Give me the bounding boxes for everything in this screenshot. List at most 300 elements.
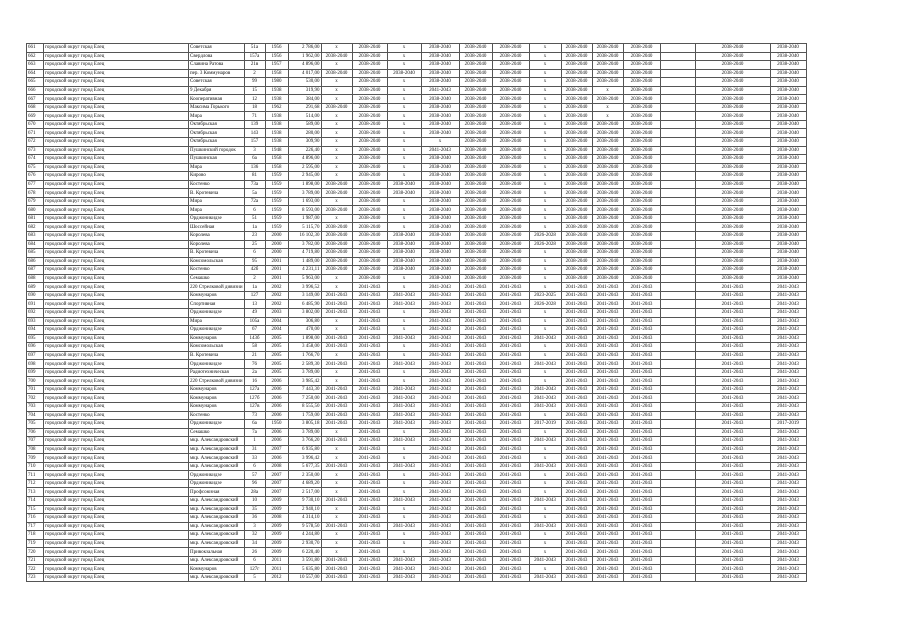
cell-period: 2041-2043 (592, 420, 623, 429)
cell-period: 2038-2040 (592, 61, 623, 70)
cell-number: 701 (27, 385, 44, 394)
cell-period: 2041-2043 (421, 437, 459, 446)
cell-period: 2038-2040 (592, 69, 623, 78)
table-row (27, 120, 838, 129)
cell-area: 3 149,00 (288, 291, 321, 300)
cell-period: 2038-2040 (352, 189, 387, 198)
cell-period: 2041-2043 (695, 385, 770, 394)
cell-period: 2038-2040 (352, 146, 387, 155)
table-row (27, 189, 838, 198)
cell-period: 2041-2043 (459, 496, 492, 505)
cell-period: 2017-2019 (529, 420, 561, 429)
cell-house: 96 (244, 479, 265, 488)
cell-period: x (529, 78, 561, 87)
cell-period: 2038-2040 (459, 232, 492, 241)
cell-house: 95 (244, 257, 265, 266)
cell-period (660, 522, 695, 531)
cell-period: 2041-2043 (459, 471, 492, 480)
table-row (27, 522, 838, 531)
cell-year: 2002 (265, 300, 288, 309)
cell-period: 2038-2040 (695, 189, 770, 198)
cell-period: 2041-2043 (770, 394, 806, 403)
cell-street: Королева (189, 240, 245, 249)
cell-period: 2041-2043 (561, 573, 592, 582)
cell-period: 2041-2043 (561, 428, 592, 437)
cell-period (660, 351, 695, 360)
cell-period: x (387, 120, 421, 129)
cell-year: 2008 (265, 514, 288, 523)
cell-number: 714 (27, 496, 44, 505)
cell-period: 2041-2043 (352, 385, 387, 394)
cell-period (660, 343, 695, 352)
cell-period: x (529, 565, 561, 574)
cell-period: 2041-2043 (623, 308, 660, 317)
cell-house: 2 (244, 274, 265, 283)
cell-period: x (529, 189, 561, 198)
cell-period: x (387, 52, 421, 61)
cell-period: 2038-2040 (592, 223, 623, 232)
cell-house: 143 (244, 129, 265, 138)
cell-year: 1938 (265, 120, 288, 129)
cell-period: 2041-2043 (421, 496, 459, 505)
cell-period: 2041-2043 (592, 283, 623, 292)
cell-period: 2041-2043 (421, 573, 459, 582)
cell-area: 5 115,70 (288, 223, 321, 232)
cell-number: 715 (27, 505, 44, 514)
cell-period (660, 308, 695, 317)
cell-period: x (529, 112, 561, 121)
cell-street: Мира (189, 163, 245, 172)
cell-period: 2041-2043 (770, 445, 806, 454)
cell-period: 2041-2043 (459, 462, 492, 471)
table-row (27, 240, 838, 249)
cell-house: 127а (244, 385, 265, 394)
cell-period: 2041-2043 (492, 326, 529, 335)
cell-period (660, 300, 695, 309)
cell-period: 2038-2040 (770, 129, 806, 138)
cell-number: 683 (27, 232, 44, 241)
cell-year: 2005 (265, 343, 288, 352)
cell-house: 35 (244, 505, 265, 514)
cell-period: 2041-2043 (352, 368, 387, 377)
cell-house: 5 (244, 573, 265, 582)
cell-street: Комсомольская (189, 343, 245, 352)
cell-period: 2038-2040 (492, 86, 529, 95)
cell-period: 2041-2043 (561, 479, 592, 488)
cell-house: 73 (244, 411, 265, 420)
cell-period: 2041-2043 (321, 437, 352, 446)
cell-period: 2041-2043 (321, 402, 352, 411)
cell-period: 2041-2043 (592, 573, 623, 582)
cell-street: Октябрьская (189, 129, 245, 138)
cell-period: 2038-2040 (321, 232, 352, 241)
table-row (27, 402, 838, 411)
cell-house: 42б (244, 266, 265, 275)
cell-locality: городской округ город Елец (44, 257, 189, 266)
cell-area: 6 485,90 (288, 300, 321, 309)
cell-period: 2041-2043 (695, 573, 770, 582)
cell-period: 2041-2043 (459, 565, 492, 574)
cell-period: 2041-2043 (770, 368, 806, 377)
cell-area: 1 898,00 (288, 334, 321, 343)
cell-period: 2041-2043 (492, 420, 529, 429)
cell-period: 2041-2043 (623, 531, 660, 540)
cell-area: 4 719,80 (288, 249, 321, 258)
cell-locality: городской округ город Елец (44, 377, 189, 386)
cell-period: 2041-2043 (387, 573, 421, 582)
cell-period: 2041-2043 (421, 428, 459, 437)
cell-period: 2041-2043 (623, 377, 660, 386)
cell-period: 2038-2040 (592, 129, 623, 138)
cell-period: 2041-2043 (459, 428, 492, 437)
cell-area: 8 555,50 (288, 402, 321, 411)
cell-period: 2041-2043 (421, 488, 459, 497)
cell-period: 2038-2040 (623, 257, 660, 266)
cell-number: 669 (27, 112, 44, 121)
cell-period: 2038-2040 (592, 146, 623, 155)
cell-period: x (529, 283, 561, 292)
table-row (27, 556, 838, 565)
cell-period: 2041-2043 (561, 411, 592, 420)
cell-period: x (321, 326, 352, 335)
cell-house: 21 (244, 351, 265, 360)
cell-period: x (529, 223, 561, 232)
cell-number: 673 (27, 146, 44, 155)
cell-period: 2026-2028 (529, 300, 561, 309)
table-row (27, 232, 838, 241)
cell-period: 2038-2040 (592, 44, 623, 53)
cell-period: 2038-2040 (421, 240, 459, 249)
cell-period: 2041-2043 (492, 385, 529, 394)
cell-period: 2041-2043 (623, 471, 660, 480)
cell-period: 2041-2043 (459, 531, 492, 540)
cell-period: 2038-2040 (561, 266, 592, 275)
cell-number: 686 (27, 257, 44, 266)
cell-period: 2041-2043 (352, 411, 387, 420)
cell-period: x (529, 129, 561, 138)
cell-locality: городской округ город Елец (44, 531, 189, 540)
cell-house: 127б (244, 394, 265, 403)
cell-period (660, 180, 695, 189)
cell-period: 2038-2040 (770, 249, 806, 258)
cell-period: 2041-2043 (770, 462, 806, 471)
cell-period: 2038-2040 (623, 86, 660, 95)
cell-period: 2041-2043 (623, 411, 660, 420)
cell-locality: городской округ город Елец (44, 197, 189, 206)
cell-period: 2038-2040 (492, 266, 529, 275)
cell-period: 2038-2040 (770, 232, 806, 241)
cell-period: 2038-2040 (459, 163, 492, 172)
table-row (27, 326, 838, 335)
cell-period: 2038-2040 (770, 69, 806, 78)
cell-period: 2038-2040 (623, 69, 660, 78)
cell-locality: городской округ город Елец (44, 300, 189, 309)
cell-period: 2038-2040 (695, 180, 770, 189)
cell-period (660, 129, 695, 138)
cell-period: x (529, 368, 561, 377)
cell-number: 717 (27, 522, 44, 531)
cell-period: 2038-2040 (492, 95, 529, 104)
cell-period: 2038-2040 (387, 189, 421, 198)
cell-period: 2038-2040 (561, 78, 592, 87)
cell-period: x (387, 112, 421, 121)
cell-period: 2038-2040 (492, 44, 529, 53)
cell-year: 2009 (265, 522, 288, 531)
cell-period (660, 326, 695, 335)
cell-number: 711 (27, 471, 44, 480)
cell-period: 2041-2043 (321, 291, 352, 300)
cell-period: 2038-2040 (592, 138, 623, 147)
cell-area: 4 231,11 (288, 266, 321, 275)
cell-house: 49 (244, 308, 265, 317)
cell-period: x (321, 514, 352, 523)
cell-period: 2038-2040 (561, 155, 592, 164)
cell-number: 709 (27, 454, 44, 463)
cell-period: 2038-2040 (421, 232, 459, 241)
cell-number: 667 (27, 95, 44, 104)
cell-street: Орджоникидзе (189, 308, 245, 317)
table-row (27, 274, 838, 283)
cell-period: 2041-2043 (770, 471, 806, 480)
cell-period: 2041-2043 (459, 505, 492, 514)
cell-period: x (387, 377, 421, 386)
cell-period: 2041-2043 (695, 479, 770, 488)
cell-street: мкр. Александровский (189, 454, 245, 463)
cell-locality: городской округ город Елец (44, 155, 189, 164)
cell-period: 2038-2040 (421, 103, 459, 112)
cell-period: 2038-2040 (459, 78, 492, 87)
cell-period: 2041-2043 (695, 548, 770, 557)
cell-period: 2041-2043 (459, 351, 492, 360)
cell-period: 2038-2040 (459, 103, 492, 112)
cell-period: 2041-2043 (459, 283, 492, 292)
cell-period: 2038-2040 (695, 172, 770, 181)
cell-period: 2038-2040 (592, 197, 623, 206)
cell-year: 2000 (265, 240, 288, 249)
cell-street: мкр. Александровский (189, 573, 245, 582)
cell-street: Кирово (189, 172, 245, 181)
cell-period: 2038-2040 (770, 240, 806, 249)
cell-period: 2041-2043 (421, 377, 459, 386)
cell-period: 2041-2043 (623, 488, 660, 497)
cell-house: 21в (244, 61, 265, 70)
cell-period: x (321, 86, 352, 95)
cell-period: x (321, 445, 352, 454)
cell-period: 2041-2043 (695, 488, 770, 497)
cell-period: 2038-2040 (492, 206, 529, 215)
cell-period: 2038-2040 (352, 163, 387, 172)
cell-period: 2041-2043 (561, 343, 592, 352)
cell-locality: городской округ город Елец (44, 556, 189, 565)
table-row (27, 548, 838, 557)
cell-period (660, 291, 695, 300)
cell-house: 34 (244, 539, 265, 548)
cell-period: 2041-2043 (421, 146, 459, 155)
cell-period: 2041-2043 (695, 343, 770, 352)
cell-house: 143б (244, 334, 265, 343)
cell-period: 2041-2043 (695, 496, 770, 505)
cell-locality: городской округ город Елец (44, 78, 189, 87)
cell-period: 2041-2043 (592, 368, 623, 377)
cell-street: мкр. Александровский (189, 539, 245, 548)
cell-period: 2041-2043 (529, 437, 561, 446)
table-row (27, 206, 838, 215)
cell-period: 2038-2040 (387, 266, 421, 275)
cell-period (660, 385, 695, 394)
table-row (27, 86, 838, 95)
cell-period (660, 394, 695, 403)
cell-period: 2041-2043 (421, 326, 459, 335)
cell-period: 2038-2040 (623, 274, 660, 283)
cell-street: Семашко (189, 428, 245, 437)
cell-period: 2041-2043 (561, 368, 592, 377)
cell-period: 2041-2043 (352, 351, 387, 360)
cell-period: 2041-2043 (459, 385, 492, 394)
cell-period: x (529, 95, 561, 104)
cell-period: 2038-2040 (492, 223, 529, 232)
cell-area: 2 786,00 (288, 44, 321, 53)
cell-street: Свердлова (189, 52, 245, 61)
cell-period: 2038-2040 (492, 189, 529, 198)
cell-locality: городской округ город Елец (44, 326, 189, 335)
cell-period: 2041-2043 (770, 565, 806, 574)
cell-number: 677 (27, 180, 44, 189)
cell-period: 2041-2043 (561, 531, 592, 540)
cell-period: 2041-2043 (352, 360, 387, 369)
cell-street: Орджоникидзе (189, 360, 245, 369)
cell-period: 2038-2040 (492, 274, 529, 283)
schedule-table (26, 43, 838, 582)
cell-period: 2038-2040 (352, 266, 387, 275)
cell-locality: городской округ город Елец (44, 343, 189, 352)
table-row (27, 180, 838, 189)
cell-period: 2038-2040 (623, 103, 660, 112)
cell-period: x (321, 146, 352, 155)
cell-locality: городской округ город Елец (44, 394, 189, 403)
cell-period: 2038-2040 (695, 240, 770, 249)
cell-period: 2041-2043 (387, 385, 421, 394)
cell-period: 2041-2043 (623, 556, 660, 565)
cell-period: 2041-2043 (592, 479, 623, 488)
cell-period: 2041-2043 (695, 420, 770, 429)
cell-period: x (321, 351, 352, 360)
cell-period: 2041-2043 (623, 505, 660, 514)
cell-period: 2038-2040 (770, 206, 806, 215)
cell-period: x (387, 78, 421, 87)
cell-period (660, 317, 695, 326)
cell-street: Костенко (189, 266, 245, 275)
cell-period: 2038-2040 (623, 120, 660, 129)
cell-period: 2041-2043 (770, 291, 806, 300)
cell-period: 2041-2043 (623, 454, 660, 463)
cell-period: 2038-2040 (387, 249, 421, 258)
cell-period: 2038-2040 (421, 257, 459, 266)
cell-locality: городской округ город Елец (44, 462, 189, 471)
cell-period: 2041-2043 (695, 565, 770, 574)
cell-period: 2038-2040 (695, 52, 770, 61)
cell-period: x (321, 428, 352, 437)
cell-period: 2041-2043 (561, 291, 592, 300)
cell-period: 2041-2043 (623, 514, 660, 523)
cell-period: 2038-2040 (421, 95, 459, 104)
cell-period: 2038-2040 (770, 257, 806, 266)
cell-period: x (387, 343, 421, 352)
cell-period: 2038-2040 (623, 172, 660, 181)
cell-period: 2038-2040 (592, 266, 623, 275)
cell-period: 2041-2043 (561, 505, 592, 514)
cell-period (660, 189, 695, 198)
table-row (27, 462, 838, 471)
cell-period: 2038-2040 (421, 69, 459, 78)
cell-period: 2038-2040 (492, 69, 529, 78)
cell-period: x (387, 548, 421, 557)
cell-locality: городской округ город Елец (44, 120, 189, 129)
cell-period: 2041-2043 (421, 531, 459, 540)
cell-period: 2041-2043 (592, 334, 623, 343)
cell-house: 5а (244, 189, 265, 198)
cell-period: 2041-2043 (459, 308, 492, 317)
cell-period: 2038-2040 (421, 112, 459, 121)
table-row (27, 308, 838, 317)
cell-period: x (529, 488, 561, 497)
cell-period: 2038-2040 (770, 120, 806, 129)
cell-period: 2038-2040 (695, 223, 770, 232)
cell-period: 2038-2040 (421, 206, 459, 215)
cell-period: x (321, 112, 352, 121)
cell-period: 2038-2040 (770, 146, 806, 155)
cell-locality: городской округ город Елец (44, 232, 189, 241)
cell-period: 2041-2043 (592, 548, 623, 557)
cell-period: 2038-2040 (352, 257, 387, 266)
cell-period: 2038-2040 (492, 232, 529, 241)
cell-locality: городской округ город Елец (44, 505, 189, 514)
cell-period: 2041-2043 (592, 514, 623, 523)
cell-period: 2041-2043 (459, 573, 492, 582)
cell-period: 2041-2043 (352, 539, 387, 548)
cell-period: 2038-2040 (387, 232, 421, 241)
cell-period: 2041-2043 (770, 479, 806, 488)
cell-street: Мира (189, 197, 245, 206)
cell-year: 2011 (265, 565, 288, 574)
cell-period: 2041-2043 (561, 496, 592, 505)
cell-locality: городской округ город Елец (44, 334, 189, 343)
cell-period: 2038-2040 (459, 189, 492, 198)
cell-street: Советская (189, 78, 245, 87)
cell-area: 1 759,00 (288, 411, 321, 420)
cell-period: 2041-2043 (592, 300, 623, 309)
cell-area: 1 962,00 (288, 52, 321, 61)
cell-street: Октябрьская (189, 138, 245, 147)
cell-number: 682 (27, 223, 44, 232)
cell-period: x (321, 368, 352, 377)
cell-period: 2041-2043 (492, 351, 529, 360)
cell-period: 2038-2040 (387, 180, 421, 189)
cell-period: 2038-2040 (770, 197, 806, 206)
cell-period: 2038-2040 (459, 155, 492, 164)
cell-period: x (387, 445, 421, 454)
cell-number: 668 (27, 103, 44, 112)
cell-number: 663 (27, 61, 44, 70)
cell-number: 666 (27, 86, 44, 95)
cell-house: 127г (244, 565, 265, 574)
cell-period: x (529, 52, 561, 61)
cell-year: 2007 (265, 445, 288, 454)
cell-period: x (321, 283, 352, 292)
cell-period: 2041-2043 (695, 539, 770, 548)
cell-period: 2041-2043 (695, 394, 770, 403)
cell-period: 2026-2028 (529, 240, 561, 249)
cell-year: 2005 (265, 351, 288, 360)
